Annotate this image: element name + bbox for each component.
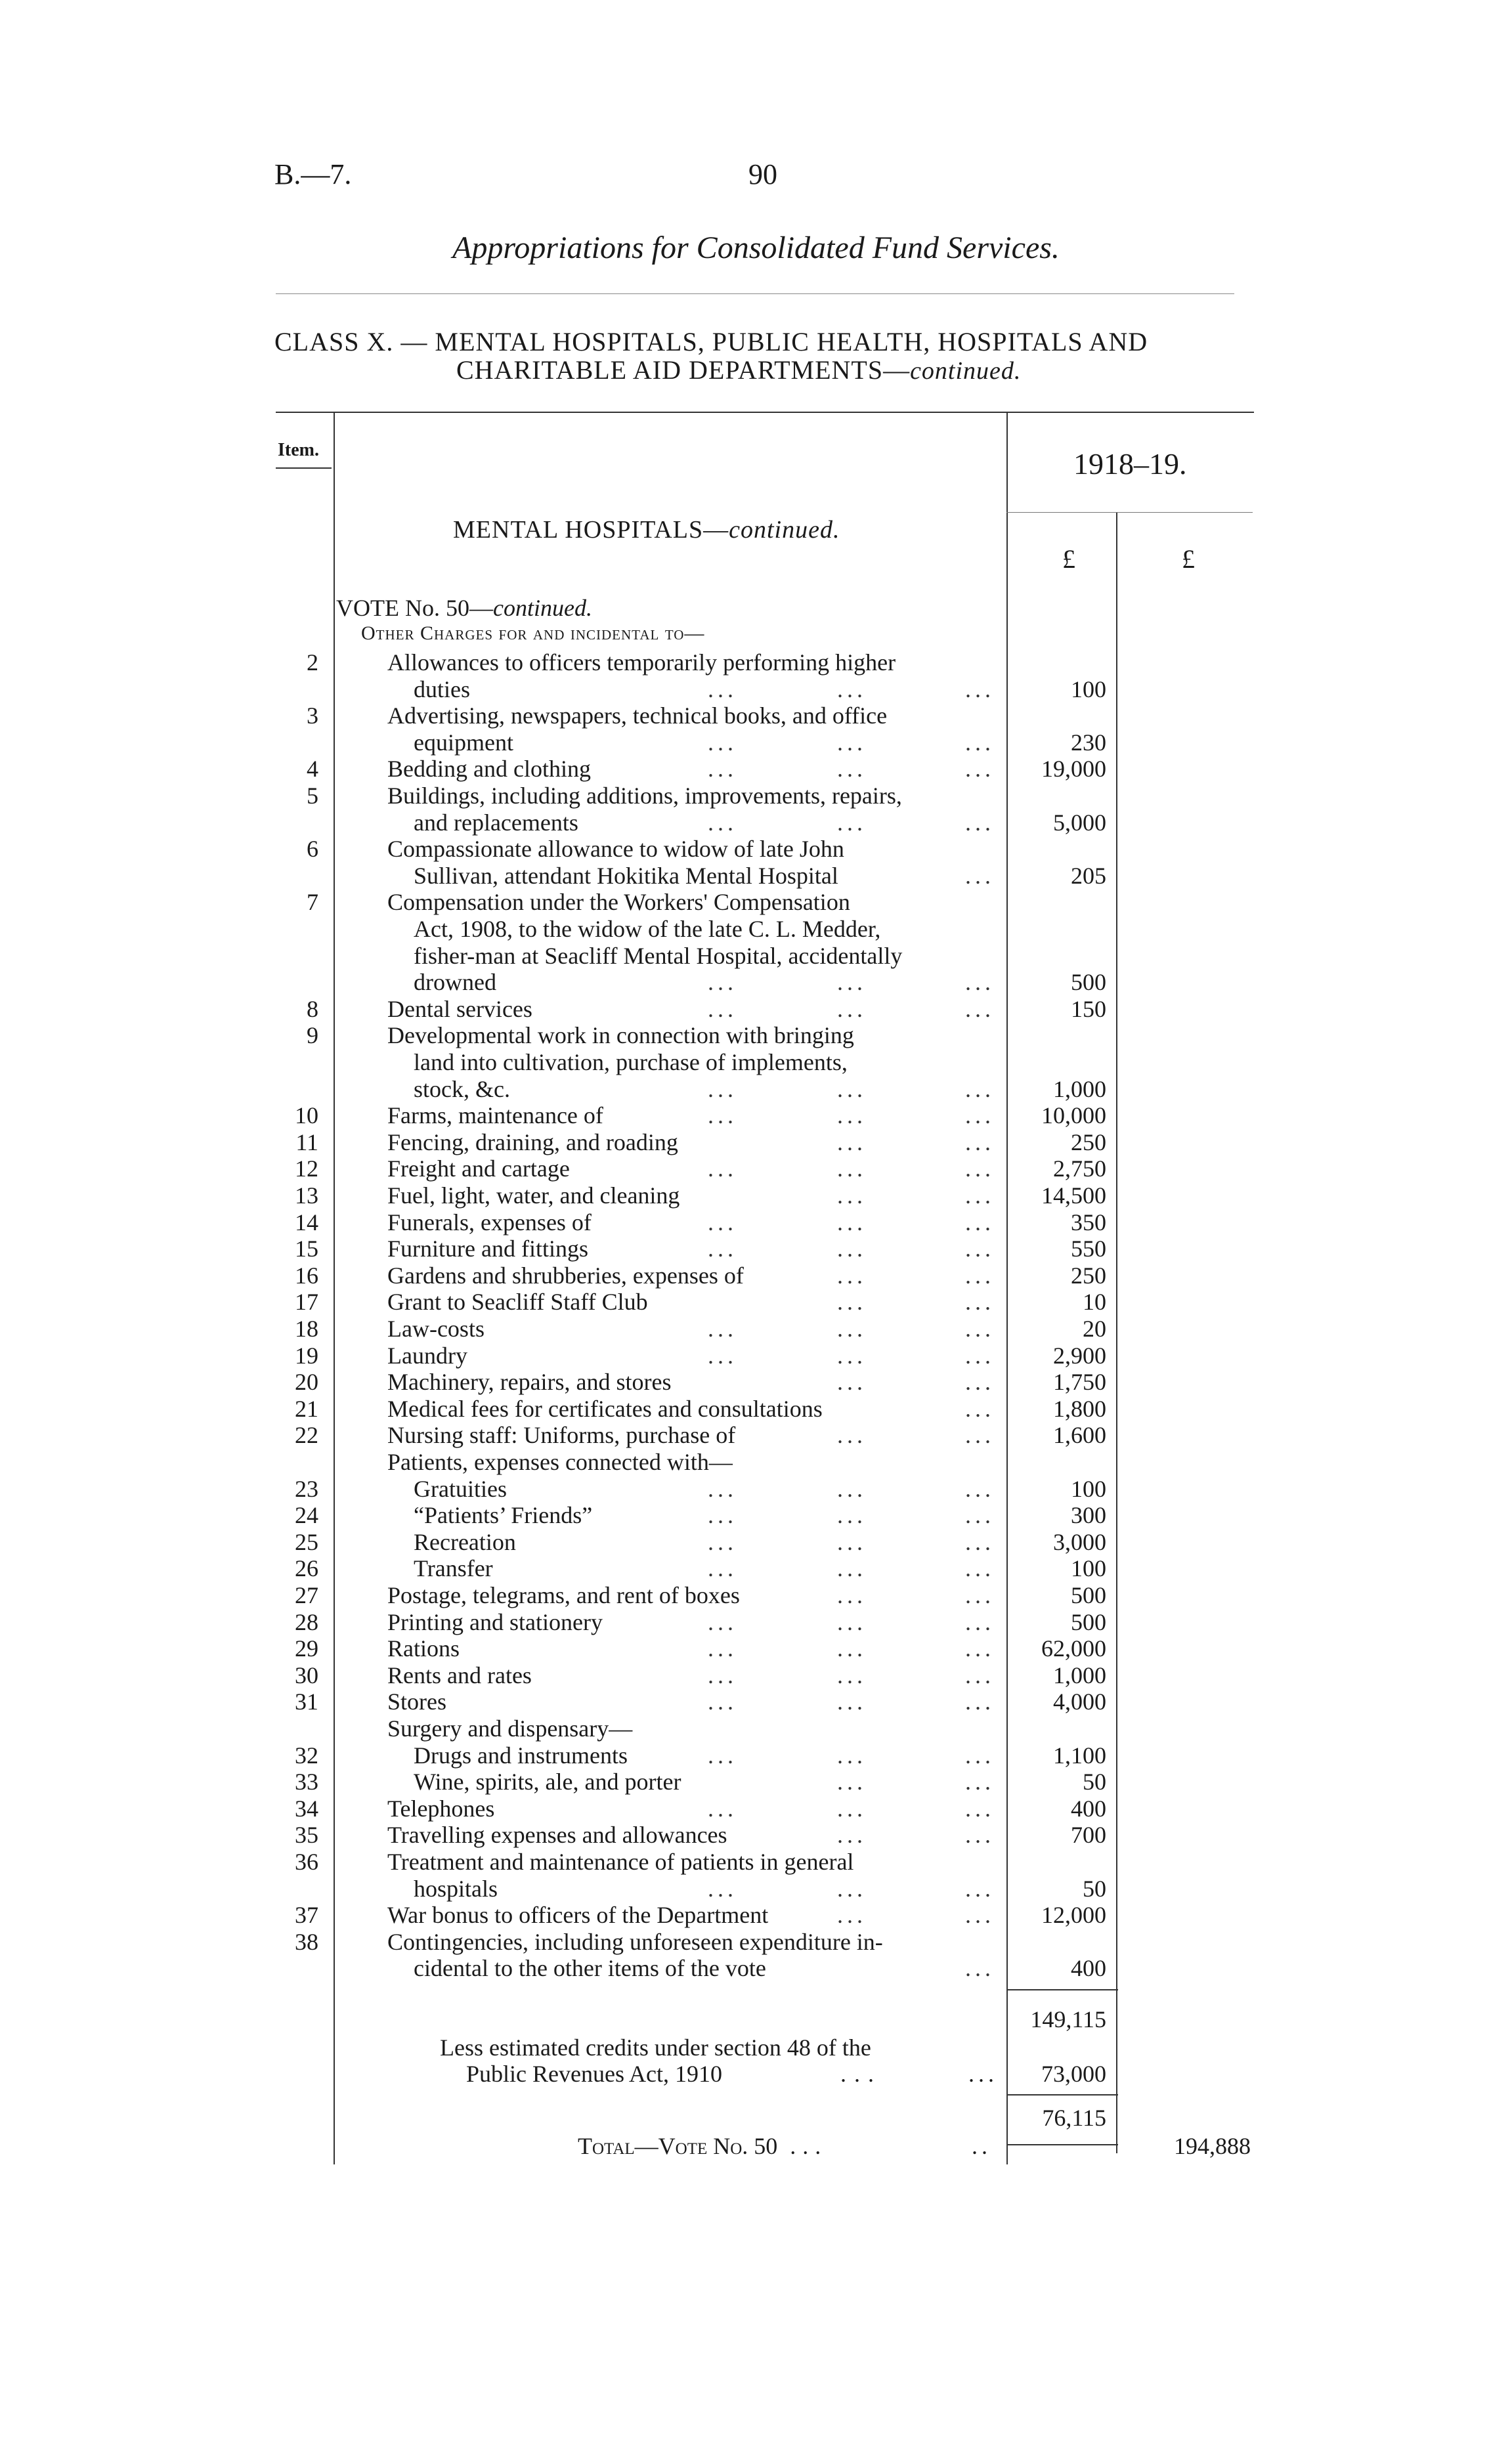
item-description: Machinery, repairs, and stores	[387, 1369, 672, 1396]
item-amount: 19,000	[1041, 756, 1106, 783]
item-number: 22	[295, 1422, 318, 1449]
page-number: 90	[748, 158, 777, 190]
item-description: Farms, maintenance of	[387, 1102, 603, 1129]
item-amount: 500	[1071, 1608, 1106, 1635]
item-description: duties	[414, 676, 470, 702]
item-number: 7	[307, 889, 318, 916]
item-description: Postage, telegrams, and rent of boxes	[387, 1582, 740, 1608]
net-underline	[1006, 2144, 1118, 2145]
item-description: Grant to Seacliff Staff Club	[387, 1289, 648, 1316]
item-number: 20	[295, 1369, 318, 1396]
other-charges-heading: Other Charges for and incidental to—	[361, 622, 705, 644]
item-number: 19	[295, 1342, 318, 1369]
item-description: Fuel, light, water, and cleaning	[387, 1182, 680, 1209]
item-amount: 150	[1071, 995, 1106, 1022]
item-description: War bonus to officers of the Department	[387, 1902, 769, 1929]
item-number: 29	[295, 1635, 318, 1662]
item-amount: 2,750	[1053, 1155, 1106, 1182]
item-description: Laundry	[387, 1342, 467, 1369]
item-number: 28	[295, 1608, 318, 1635]
item-amount: 550	[1071, 1236, 1106, 1262]
item-number: 36	[295, 1849, 318, 1875]
item-number: 24	[295, 1502, 318, 1529]
class-heading-line2: CHARITABLE AID DEPARTMENTS—continued.	[456, 355, 1022, 385]
item-amount: 250	[1071, 1128, 1106, 1155]
item-number: 15	[295, 1236, 318, 1262]
item-description: Stores	[387, 1688, 446, 1715]
item-amount: 4,000	[1053, 1688, 1106, 1715]
item-description: Sullivan, attendant Hokitika Mental Hospital	[414, 862, 838, 889]
net-amount: 76,115	[1042, 2105, 1106, 2131]
item-description: Furniture and fittings	[387, 1236, 588, 1262]
item-number: 25	[295, 1528, 318, 1555]
item-description: stock, &c.	[414, 1075, 510, 1102]
item-amount: 230	[1071, 729, 1106, 756]
item-description: Rents and rates	[387, 1662, 532, 1688]
item-description: Patients, expenses connected with—	[387, 1449, 733, 1475]
item-amount: 250	[1071, 1262, 1106, 1289]
table-top-rule	[276, 412, 1254, 413]
item-description: Gratuities	[414, 1475, 507, 1502]
page-subtitle: Appropriations for Consolidated Fund Services.	[452, 230, 1060, 265]
item-amount: 20	[1083, 1316, 1106, 1342]
subtotal-amount: 149,115	[1030, 2006, 1106, 2032]
item-amount: 1,600	[1053, 1422, 1106, 1449]
total-value: 194,888	[1174, 2133, 1251, 2159]
item-amount: 12,000	[1041, 1902, 1106, 1929]
item-number: 27	[295, 1582, 318, 1608]
item-amount: 500	[1071, 1582, 1106, 1608]
item-amount: 700	[1071, 1822, 1106, 1849]
item-amount: 5,000	[1053, 809, 1106, 836]
item-description: cidental to the other items of the vote	[414, 1955, 766, 1982]
item-description: Freight and cartage	[387, 1155, 570, 1182]
item-amount: 50	[1083, 1875, 1106, 1902]
year-header: 1918–19.	[1073, 447, 1187, 481]
item-description: Drugs and instruments	[414, 1742, 628, 1769]
item-number: 35	[295, 1822, 318, 1849]
item-description: land into cultivation, purchase of implements,	[414, 1049, 848, 1075]
item-number: 5	[307, 783, 318, 809]
vote-heading: VOTE No. 50—continued.	[336, 595, 592, 621]
year-rule	[1006, 512, 1253, 513]
item-description: and replacements	[414, 809, 578, 836]
item-amount: 1,800	[1053, 1395, 1106, 1422]
item-description: Allowances to officers temporarily performing higher	[387, 649, 896, 676]
item-number: 3	[307, 702, 318, 729]
item-amount: 400	[1071, 1795, 1106, 1822]
item-description: equipment	[414, 729, 513, 756]
item-description: Treatment and maintenance of patients in general	[387, 1849, 854, 1875]
item-description: Recreation	[414, 1528, 516, 1555]
item-number: 4	[307, 756, 318, 783]
item-number: 23	[295, 1475, 318, 1502]
item-amount: 100	[1071, 676, 1106, 702]
item-description: Printing and stationery	[387, 1608, 603, 1635]
item-column-rule	[334, 412, 335, 2164]
item-amount: 62,000	[1041, 1635, 1106, 1662]
item-description: Medical fees for certificates and consultations	[387, 1395, 823, 1422]
currency-symbol-items: £	[1062, 544, 1075, 574]
item-number: 18	[295, 1316, 318, 1342]
item-description: Fencing, draining, and roading	[387, 1128, 678, 1155]
item-amount: 50	[1083, 1769, 1106, 1795]
item-description: Wine, spirits, ale, and porter	[414, 1769, 681, 1795]
item-number: 37	[295, 1902, 318, 1929]
item-number: 17	[295, 1289, 318, 1316]
item-description: Surgery and dispensary—	[387, 1715, 633, 1742]
item-amount: 14,500	[1041, 1182, 1106, 1209]
item-amount: 1,000	[1053, 1075, 1106, 1102]
net-rule	[1006, 2094, 1118, 2095]
item-number: 9	[307, 1022, 318, 1049]
item-amount: 10,000	[1041, 1102, 1106, 1129]
item-description: Travelling expenses and allowances	[387, 1822, 727, 1849]
item-number: 34	[295, 1795, 318, 1822]
item-number: 38	[295, 1928, 318, 1955]
item-description: Developmental work in connection with bringing	[387, 1022, 854, 1049]
item-description: Law-costs	[387, 1316, 485, 1342]
item-number: 12	[295, 1155, 318, 1182]
item-description: drowned	[414, 969, 496, 996]
item-description: Compassionate allowance to widow of late John	[387, 836, 844, 863]
item-amount: 1,750	[1053, 1369, 1106, 1396]
item-header-rule	[276, 467, 332, 469]
item-number: 6	[307, 836, 318, 863]
item-amount: 1,100	[1053, 1742, 1106, 1769]
item-description: Contingencies, including unforeseen expenditure in-	[387, 1928, 883, 1955]
item-amount: 3,000	[1053, 1528, 1106, 1555]
item-amount: 350	[1071, 1209, 1106, 1236]
item-description: Funerals, expenses of	[387, 1209, 592, 1236]
item-description: hospitals	[414, 1875, 498, 1902]
item-description: Transfer	[414, 1555, 493, 1582]
item-description: Buildings, including additions, improvements, repairs,	[387, 783, 902, 809]
item-amount: 1,000	[1053, 1662, 1106, 1688]
item-description: Nursing staff: Uniforms, purchase of	[387, 1422, 736, 1449]
item-amount: 100	[1071, 1475, 1106, 1502]
item-number: 14	[295, 1209, 318, 1236]
item-description: Bedding and clothing	[387, 756, 591, 783]
subtitle-rule	[276, 293, 1234, 294]
class-heading-line1: CLASS X. — MENTAL HOSPITALS, PUBLIC HEALTH, HOSPITALS AND	[274, 327, 1148, 356]
item-number: 10	[295, 1102, 318, 1129]
item-amount: 300	[1071, 1502, 1106, 1529]
currency-symbol-total: £	[1182, 544, 1195, 574]
subtotal-rule	[1006, 1989, 1118, 1990]
credits-amount: 73,000	[1041, 2061, 1106, 2087]
item-amount: 400	[1071, 1955, 1106, 1982]
item-number: 31	[295, 1688, 318, 1715]
item-amount: 500	[1071, 969, 1106, 996]
total-label: Total—Vote No. 50 ... ..	[578, 2133, 991, 2159]
item-description: Telephones	[387, 1795, 495, 1822]
item-description: fisher-man at Seacliff Mental Hospital, accidentally	[414, 942, 903, 969]
item-number: 33	[295, 1769, 318, 1795]
item-number: 32	[295, 1742, 318, 1769]
item-number: 13	[295, 1182, 318, 1209]
item-number: 2	[307, 649, 318, 676]
item-number: 21	[295, 1395, 318, 1422]
item-column-header: Item.	[278, 440, 319, 460]
item-description: Dental services	[387, 995, 532, 1022]
item-description: Compensation under the Workers' Compensation	[387, 889, 850, 916]
item-description: “Patients’ Friends”	[414, 1502, 593, 1529]
item-number: 8	[307, 995, 318, 1022]
section-title: MENTAL HOSPITALS—continued.	[453, 516, 840, 544]
item-description: Advertising, newspapers, technical books, and office	[387, 702, 888, 729]
item-description: Rations	[387, 1635, 460, 1662]
item-number: 11	[295, 1128, 318, 1155]
item-number: 26	[295, 1555, 318, 1582]
item-description: Act, 1908, to the widow of the late C. L. Medder,	[414, 916, 881, 942]
item-number: 30	[295, 1662, 318, 1688]
credits-line2: Public Revenues Act, 1910 ... ...	[466, 2061, 998, 2087]
item-amount: 205	[1071, 862, 1106, 889]
item-amount: 100	[1071, 1555, 1106, 1582]
item-amount: 2,900	[1053, 1342, 1106, 1369]
credits-line1: Less estimated credits under section 48 of the	[440, 2034, 871, 2061]
item-number: 16	[295, 1262, 318, 1289]
item-amount: 10	[1083, 1289, 1106, 1316]
item-description: Gardens and shrubberies, expenses of	[387, 1262, 744, 1289]
amount-column-right-rule	[1116, 512, 1117, 2153]
page-reference: B.—7.	[274, 158, 352, 190]
